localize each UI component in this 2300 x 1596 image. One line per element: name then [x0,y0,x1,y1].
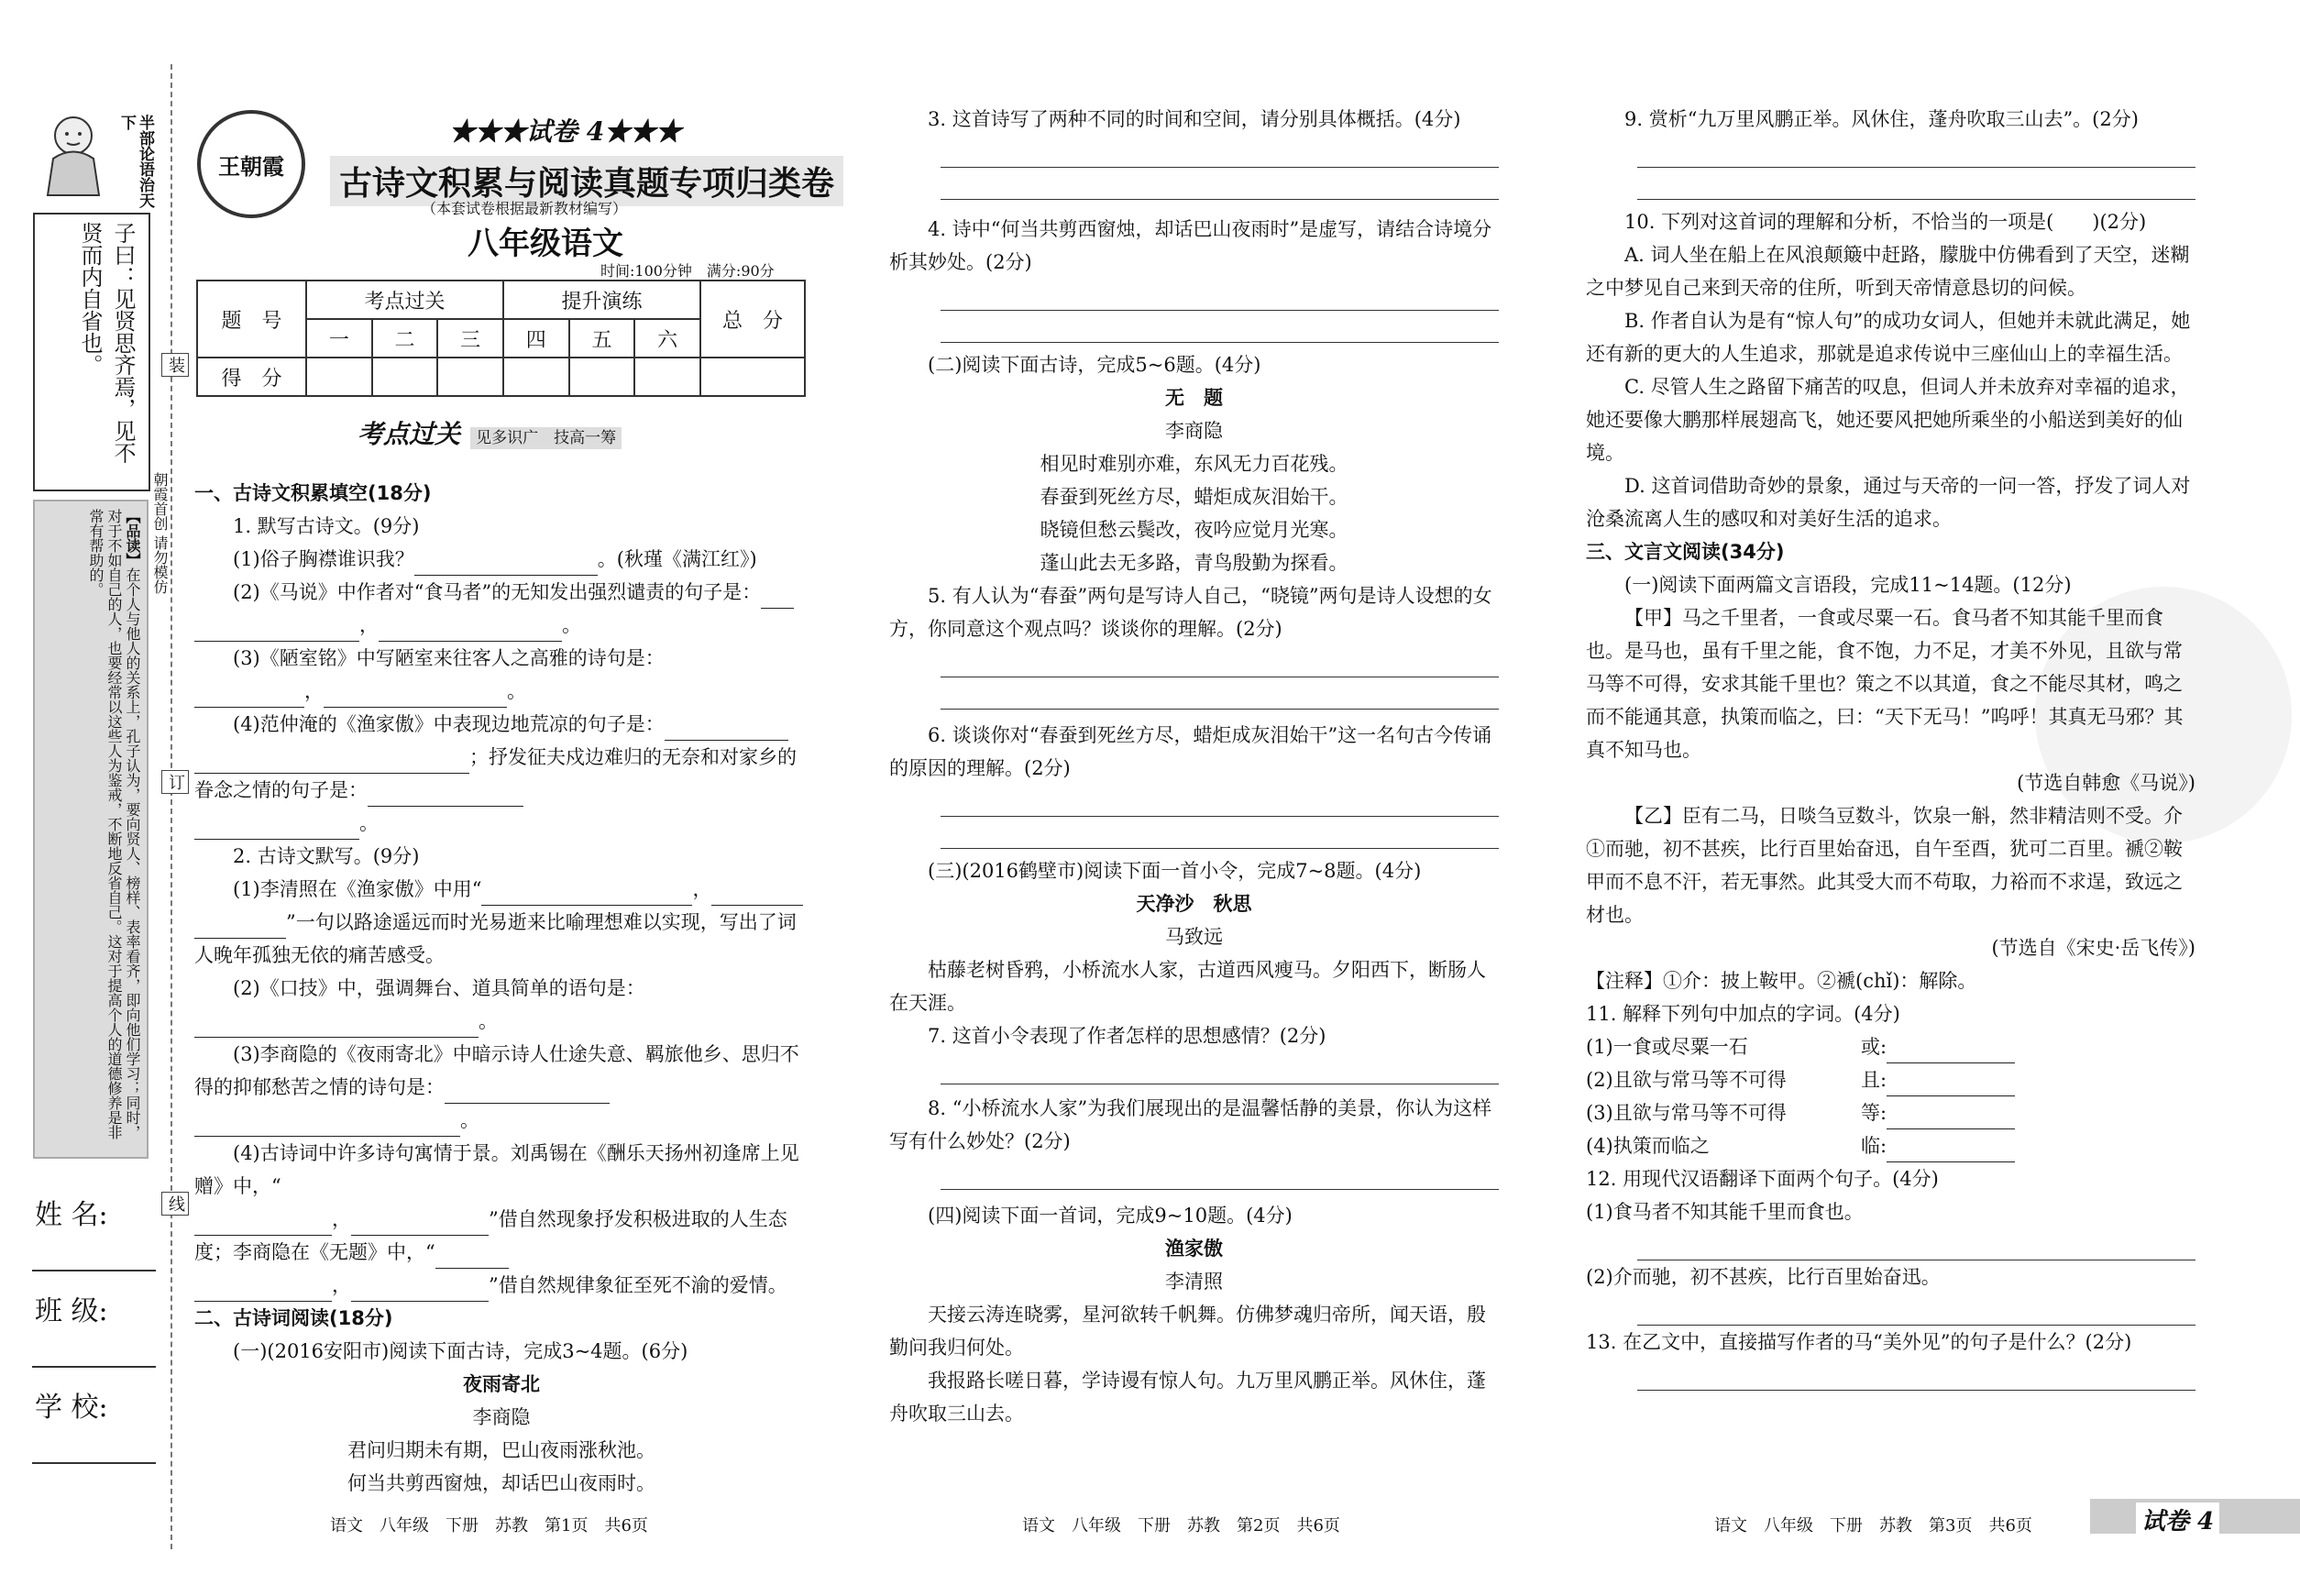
sidebar-promo: 朝霞首创 请勿模仿 [151,472,169,595]
q2-4c: ， ”借自然规律象征至死不渝的爱情。 [194,1269,809,1302]
answer-blank[interactable] [324,687,507,708]
answer-line[interactable] [1637,168,2195,200]
passage-jia: 【甲】马之千里者，一食或尽粟一石。食马者不知其能千里而食也。是马也，虽有千里之能，食不饱，力不足，才美不外见，且欲与常马等不可得，安求其能千里也？策之不以其道，食之不能尽其材，鸣之而不能通其意，执策而临之，曰：“天下无马！”呜呼！其真无马邪？其真不知马也。 [1586,607,2184,761]
section-1-heading: 一、古诗文积累填空(18分) [194,482,432,504]
poem2-line: 蓬山此去无多路，青鸟殷勤为探看。 [1040,552,1348,574]
q1-2-blanks: ， 。 [194,609,809,642]
q12-2: (2)介而驰，初不甚疾，比行百里始奋迅。 [1586,1266,1941,1288]
q6: 6. 谈谈你对“春蚕到死丝方尽，蜡炬成灰泪始干”这一名句古今传诵的原因的理解。(2分) [889,724,1492,779]
section-banner [358,414,622,451]
q11: 11. 解释下列句中加点的字词。(4分) [1586,1003,1900,1025]
answer-line[interactable] [1637,1293,2195,1326]
pindu-text: 在个人与他人的关系上，孔子认为，要向贤人、榜样、表率看齐，即向他们学习；同时，对于不如自己的人，也要经常以这些人为鉴戒，不断地反省自己。这对于提高个人的道德修养是非常有帮助的。 [87,509,141,1139]
passage-jia-source: (节选自韩愈《马说》) [2017,772,2195,794]
page1-footer: 语文 八年级 下册 苏教 第1页 共6页 [330,1516,648,1535]
q5: 5. 有人认为“春蚕”两句是写诗人自己，“晓镜”两句是诗人设想的女方，你同意这个观点吗？谈谈你的理解。(2分) [889,585,1492,640]
q2-4b: ， ”借自然现象抒发积极进取的人生态度；李商隐在《无题》中，“ [194,1203,809,1269]
q2-3-blank: 。 [194,1104,809,1137]
poem1-line: 君问归期未有期，巴山夜雨涨秋池。 [347,1439,655,1461]
answer-blank[interactable] [1887,1042,2015,1063]
page3-footer: 语文 八年级 下册 苏教 第3页 共6页 [1714,1516,2032,1535]
q10-option-b: B. 作者自认为是有“惊人句”的成功女词人，但她并未就此满足，她还有新的更大的人生追求，那就是追求传说中三座仙山上的幸福生活。 [1586,310,2191,365]
answer-line[interactable] [1637,136,2195,168]
cut-mark-1: 装 [161,353,189,377]
section-banner-slogan: 见多识广 技高一筹 [470,427,622,449]
q11-item: (1)一食或尽粟一石 或: [1586,1030,2195,1063]
answer-blank[interactable] [1887,1075,2015,1096]
score-header-group1: 考点过关 [306,281,503,319]
page2-footer: 语文 八年级 下册 苏教 第2页 共6页 [1022,1516,1340,1535]
reading-1: (一)(2016安阳市)阅读下面古诗，完成3~4题。(6分) [233,1340,688,1362]
cut-line [171,64,172,1549]
score-cell-total[interactable] [700,358,805,396]
q8: 8. “小桥流水人家”为我们展现出的是温馨恬静的美景，你认为这样写有什么妙处？(2分) [889,1097,1492,1152]
answer-line[interactable] [1637,1228,2195,1260]
passage-yi-source: (节选自《宋史·岳飞传》) [1991,937,2195,959]
answer-line[interactable] [941,817,1499,849]
q10-option-c: C. 尽管人生之路留下痛苦的叹息，但词人并未放弃对幸福的追求，她还要像大鹏那样展翅高飞，她还要风把她所乘坐的小船送到美好的仙境。 [1586,376,2190,464]
page3-column [1586,103,2195,1391]
q11-item: (2)且欲与常马等不可得 且: [1586,1063,2195,1096]
answer-blank[interactable] [414,555,598,576]
answer-line[interactable] [941,1052,1499,1084]
page1-column [194,477,809,1500]
page2-column [889,103,1499,1430]
series-label: ★★★试卷 4★★★ [449,116,682,147]
sidebar-quote-box [33,213,150,491]
answer-blank[interactable] [761,588,794,609]
answer-blank[interactable] [1887,1141,2015,1162]
score-header-group2: 提升演练 [503,281,700,319]
q12-1: (1)食马者不知其能千里而食也。 [1586,1201,1864,1223]
passage-yi: 【乙】臣有二马，日啖刍豆数斗，饮泉一斛，然非精洁则不受。介①而驰，初不甚疾，比行百里始奋迅，自午至酉，犹可二百里。褫②鞍甲而不息不汗，若无事然。此其受大而不苟取，力裕而不求逞，致远之材也。 [1586,805,2183,926]
q1-2: (2)《马说》中作者对“食马者”的无知发出强烈谴责的句子是： [194,576,809,609]
class-label: 班 级: [35,1295,108,1327]
reading-5: (一)阅读下面两篇文言语段，完成11~14题。(12分) [1624,574,2072,596]
answer-blank[interactable] [351,1281,489,1302]
answer-blank[interactable] [194,687,304,708]
q1: 1. 默写古诗文。(9分) [233,515,420,537]
name-label: 姓 名: [35,1199,108,1231]
cut-mark-2: 订 [161,770,189,794]
answer-blank[interactable] [194,1215,332,1236]
poem2-line: 晓镜但愁云鬓改，夜吟应觉月光寒。 [1040,519,1348,541]
q4: 4. 诗中“何当共剪西窗烛，却话巴山夜雨时”是虚写，请结合诗境分析其妙处。(2分) [889,218,1492,273]
score-cell[interactable] [503,358,569,396]
subtitle: （本套试卷根据最新教材编写） [422,200,628,217]
poem4-title: 渔家傲 [1165,1238,1223,1260]
answer-blank[interactable] [351,1215,489,1236]
score-num: 一 [306,319,372,358]
q1-4: (4)范仲淹的《渔家傲》中表现边地荒凉的句子是： [194,708,809,741]
poem3-title: 天净沙 秋思 [1136,893,1252,915]
sidebar-title: 半部论语治天下 [117,115,154,208]
paper-badge [2090,1499,2300,1534]
sidebar-quote: 子曰：见贤思齐焉，见不贤而内自省也。 [77,222,136,464]
answer-line[interactable] [941,168,1499,200]
q2-2: (2)《口技》中，强调舞台、道具简单的语句是： [233,977,645,999]
poem4-author: 李清照 [1165,1271,1223,1293]
score-cell[interactable] [634,358,700,396]
answer-blank[interactable] [194,918,286,939]
annotation: 【注释】①介：披上鞍甲。②褫(chǐ)：解除。 [1586,970,1977,992]
sidebar-pindu [86,509,141,1150]
name-field[interactable] [32,1270,156,1271]
q2: 2. 古诗文默写。(9分) [233,845,420,867]
pindu-label: 【品读】 [124,509,141,567]
cut-mark-3: 线 [161,1192,189,1216]
answer-blank[interactable] [194,1281,332,1302]
q9: 9. 赏析“九万里风鹏正举。风休住，蓬舟吹取三山去”。(2分) [1624,108,2139,130]
answer-line[interactable] [941,1158,1499,1190]
q13: 13. 在乙文中，直接描写作者的马“美外见”的句子是什么？(2分) [1586,1331,2132,1353]
answer-blank[interactable] [1887,1108,2015,1129]
poem2-title: 无 题 [1165,387,1223,409]
answer-blank[interactable] [665,720,788,741]
score-cell[interactable] [372,358,438,396]
answer-blank[interactable] [379,621,562,642]
sidebar-illustration [35,108,113,200]
brand-logo [197,110,305,218]
q2-2-blank: 。 [194,1005,809,1038]
q7: 7. 这首小令表现了作者怎样的思想感情？(2分) [928,1025,1326,1047]
reading-3: (三)(2016鹤壁市)阅读下面一首小令，完成7~8题。(4分) [928,860,1422,882]
school-field[interactable] [32,1462,156,1464]
poem3-text: 枯藤老树昏鸦，小桥流水人家，古道西风瘦马。夕阳西下，断肠人在天涯。 [889,959,1486,1014]
q2-1: (1)李清照在《渔家傲》中用“ ， [194,873,809,906]
poem1-line: 何当共剪西窗烛，却话巴山夜雨时。 [347,1472,655,1494]
score-header-total: 总 分 [700,281,805,358]
time-info: 时间:100分钟 满分:90分 [600,262,775,280]
section-2-heading: 二、古诗词阅读(18分) [194,1307,393,1329]
grade-title: 八年级语文 [468,226,623,262]
poem3-author: 马致远 [1165,926,1223,948]
score-num: 三 [437,319,503,358]
brand-logo-text: 王朝霞 [218,152,284,180]
answer-blank[interactable] [194,819,359,840]
answer-blank[interactable] [711,885,803,906]
answer-line[interactable] [1637,1359,2195,1391]
score-row-label: 得 分 [197,358,306,396]
q1-4-blank: 。 [194,807,809,840]
class-field[interactable] [32,1366,156,1368]
answer-blank[interactable] [435,1248,509,1269]
score-cell[interactable] [569,358,635,396]
q10: 10. 下列对这首词的理解和分析，不恰当的一项是( )(2分) [1624,211,2147,233]
answer-line[interactable] [941,645,1499,677]
poem4-stanza: 天接云涛连晓雾，星河欲转千帆舞。仿佛梦魂归帝所，闻天语，殷勤问我归何处。 [889,1304,1486,1359]
score-table [196,280,806,397]
q2-1b: ”一句以路途遥远而时光易逝来比喻理想难以实现，写出了词人晚年孤独无依的痛苦感受。 [194,911,797,966]
poem1-author: 李商隐 [472,1406,531,1428]
answer-blank[interactable] [481,885,692,906]
answer-blank[interactable] [194,1017,479,1038]
poem2-line: 春蚕到死丝方尽，蜡炬成灰泪始干。 [1040,486,1348,508]
page-title: 古诗文积累与阅读真题专项归类卷 [330,156,843,206]
answer-line[interactable] [941,785,1499,817]
q1-1: (1)俗子胸襟谁识我？ 。(秋瑾《满江红》) [194,543,809,576]
answer-line[interactable] [941,136,1499,168]
paper-badge-text: 试卷 4 [2136,1502,2219,1536]
school-label: 学 校: [35,1392,108,1424]
answer-blank[interactable] [194,1116,460,1137]
poem2-author: 李商隐 [1165,420,1223,442]
reading-4: (四)阅读下面一首词，完成9~10题。(4分) [928,1205,1293,1227]
poem4-stanza: 我报路长嗟日暮，学诗谩有惊人句。九万里风鹏正举。风休住，蓬舟吹取三山去。 [889,1370,1486,1425]
score-num: 六 [634,319,700,358]
q11-item: (3)且欲与常马等不可得 等: [1586,1096,2195,1129]
answer-blank[interactable] [194,753,469,774]
answer-line[interactable] [941,279,1499,311]
answer-blank[interactable] [445,1083,610,1104]
score-header-qno: 题 号 [197,281,306,358]
poem2-line: 相见时难别亦难，东风无力百花残。 [1040,453,1348,475]
q10-option-d: D. 这首词借助奇妙的景象，通过与天帝的一问一答，抒发了词人对沧桑流离人生的感叹和对美好生活的追求。 [1586,475,2191,530]
reading-2: (二)阅读下面古诗，完成5~6题。(4分) [928,354,1261,376]
sidebar-pindu-box [33,500,149,1159]
q1-4b: ；抒发征夫戍边难归的无奈和对家乡的眷念之情的句子是： [194,741,809,807]
score-num: 二 [372,319,438,358]
score-num: 五 [569,319,635,358]
section-banner-title: 考点过关 [358,419,461,449]
q12: 12. 用现代汉语翻译下面两个句子。(4分) [1586,1168,1939,1190]
q11-item: (4)执策而临之 临: [1586,1129,2195,1162]
poem1-title: 夜雨寄北 [463,1373,540,1395]
q2-3: (3)李商隐的《夜雨寄北》中暗示诗人仕途失意、羁旅他乡、思归不得的抑郁愁苦之情的诗句是： [194,1038,809,1104]
score-num: 四 [503,319,569,358]
q1-3: (3)《陋室铭》中写陋室来往客人之高雅的诗句是： [233,647,665,669]
section-3-heading: 三、文言文阅读(34分) [1586,541,1785,563]
answer-blank[interactable] [368,786,523,807]
score-cell[interactable] [306,358,372,396]
score-cell[interactable] [437,358,503,396]
answer-line[interactable] [941,677,1499,710]
q1-3-blanks: ， 。 [194,675,809,708]
q10-option-a: A. 词人坐在船上在风浪颠簸中赶路，朦胧中仿佛看到了天空，迷糊之中梦见自己来到天帝的住所，听到天帝情意恳切的问候。 [1586,244,2190,299]
answer-line[interactable] [941,311,1499,343]
q2-4: (4)古诗词中许多诗句寓情于景。刘禹锡在《酬乐天扬州初逢席上见赠》中，“ [194,1142,799,1197]
answer-blank[interactable] [194,621,359,642]
q3: 3. 这首诗写了两种不同的时间和空间，请分别具体概括。(4分) [928,108,1461,130]
